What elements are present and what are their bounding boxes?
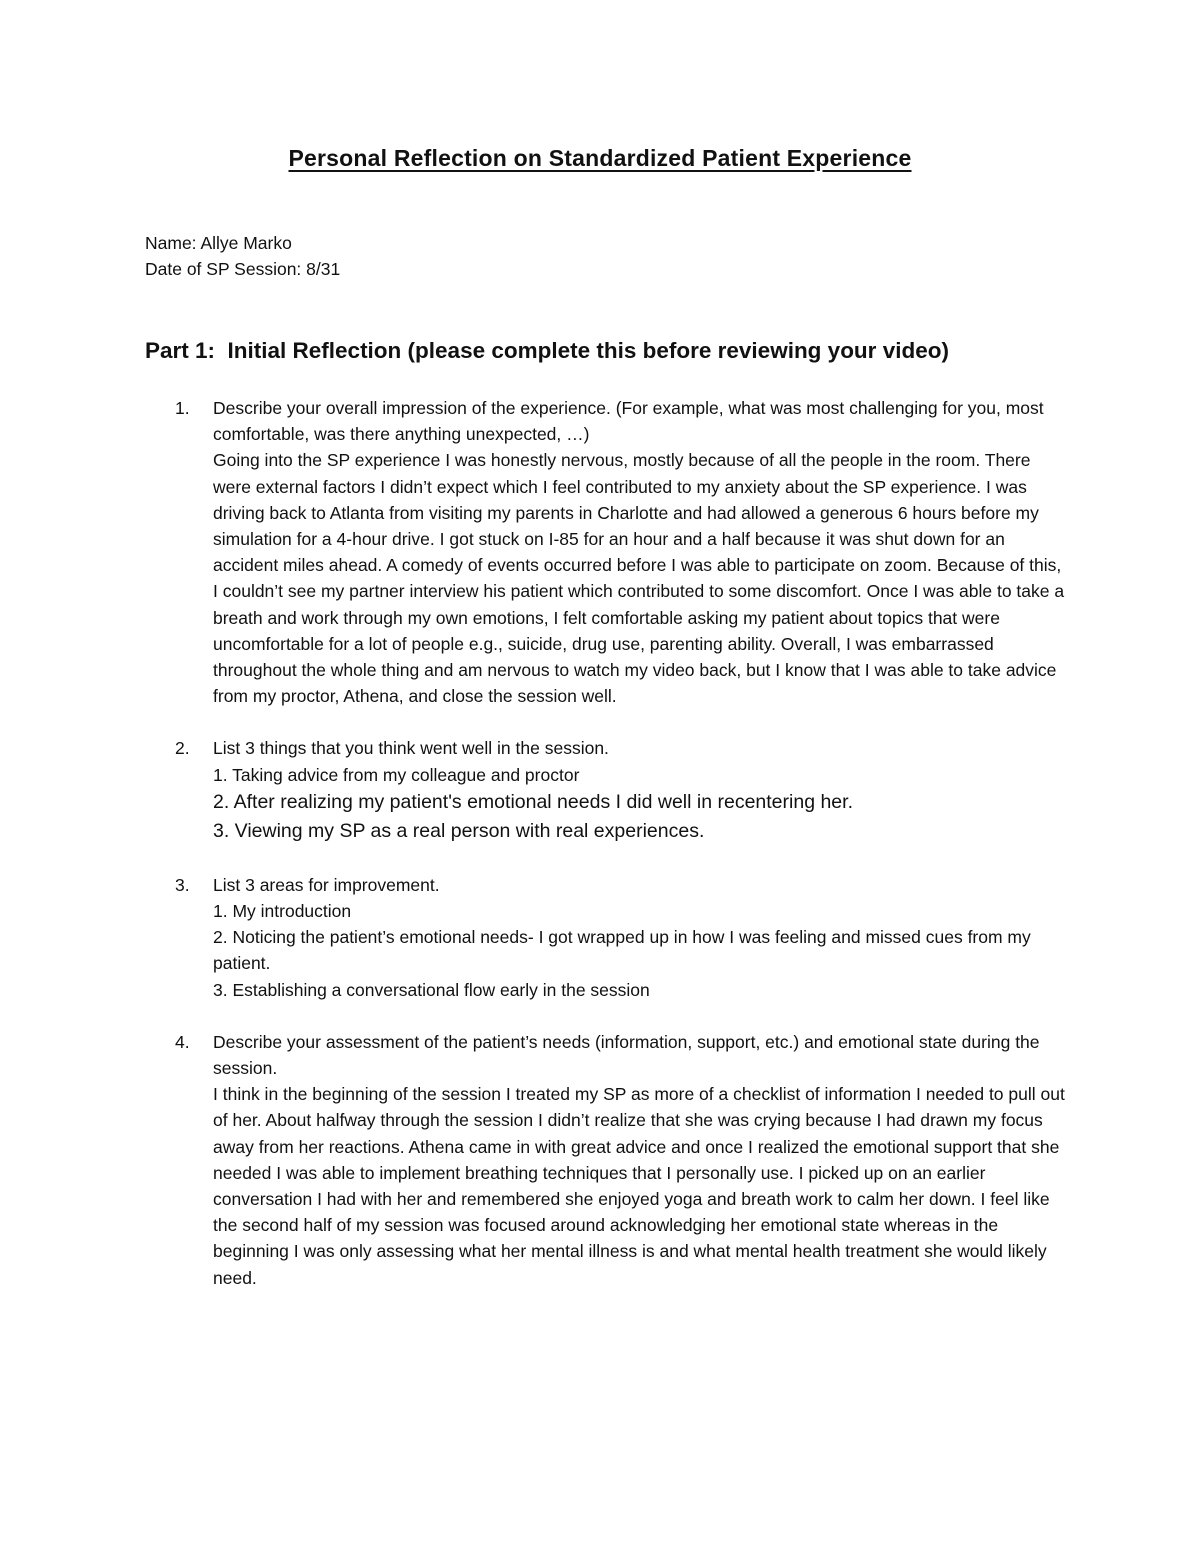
question-3 (145, 872, 1070, 1003)
question-number: 1. (175, 398, 190, 418)
part1-heading: Part 1: Initial Reflection (please complete this before reviewing your video) (145, 338, 949, 363)
question-4 (145, 1029, 1070, 1291)
question-prompt: List 3 things that you think went well in the session. (213, 738, 609, 759)
question-prompt: List 3 areas for improvement. (213, 874, 440, 895)
question-number: 4. (175, 1031, 190, 1052)
question-1 (145, 395, 1070, 709)
session-date-line: Date of SP Session: 8/31 (145, 259, 341, 279)
name-line: Name: Allye Marko (145, 233, 292, 253)
question-2 (145, 735, 1070, 845)
list-item: 1. My introduction (213, 901, 352, 922)
question-list (145, 395, 1070, 1291)
document-title: Personal Reflection on Standardized Patient Experience (288, 145, 912, 171)
question-prompt: Describe your assessment of the patient’s needs (information, support, etc.) and emotional state during the session. (213, 1031, 1040, 1079)
list-item: 3. Establishing a conversational flow early in the session (213, 979, 650, 1000)
list-item: 2. Noticing the patient’s emotional needs- I got wrapped up in how I was feeling and missed cues from my patient. (213, 927, 1031, 974)
question-prompt: Describe your overall impression of the experience. (For example, what was most challenging for you, most comfortable, was there anything unexpected, …) (213, 398, 1044, 445)
document-meta (145, 230, 340, 282)
question-answer: I think in the beginning of the session I treated my SP as more of a checklist of information I needed to pull out of her. About halfway through the session I didn’t realize that she was crying because I had drawn my focus away from her reactions. Athena came in with great advice and once I realized the emotional support that she needed I was able to implement breathing techniques that I personally use. I picked up on an earlier conversation I had with her and remembered she enjoyed yoga and breath work to calm her down. I feel like the second half of my session was focused around acknowledging her emotional state whereas in the beginning I was only assessing what her mental illness is and what mental health treatment she would likely need. (213, 1084, 1065, 1288)
list-item: 2. After realizing my patient's emotional needs I did well in recentering her. (213, 790, 853, 813)
question-number: 3. (175, 874, 190, 895)
question-number: 2. (175, 738, 190, 759)
list-item: 3. Viewing my SP as a real person with real experiences. (213, 819, 705, 842)
list-item: 1. Taking advice from my colleague and proctor (213, 764, 580, 785)
question-answer: Going into the SP experience I was honestly nervous, mostly because of all the people in the room. There were external factors I didn’t expect which I feel contributed to my anxiety about the SP experience. I was driving back to Atlanta from visiting my parents in Charlotte and had allowed a generous 6 hours before my simulation for a 4-hour drive. I got stuck on I-85 for an hour and a half because it was shut down for an accident miles ahead. A comedy of events occurred before I was able to participate on zoom. Because of this, I couldn’t see my partner interview his patient which contributed to some discomfort. Once I was able to take a breath and work through my own emotions, I felt comfortable asking my patient about topics that were uncomfortable for a lot of people e.g., suicide, drug use, parenting ability. Overall, I was embarrassed throughout the whole thing and am nervous to watch my video back, but I know that I was able to take advice from my proctor, Athena, and close the session well. (213, 450, 1065, 707)
